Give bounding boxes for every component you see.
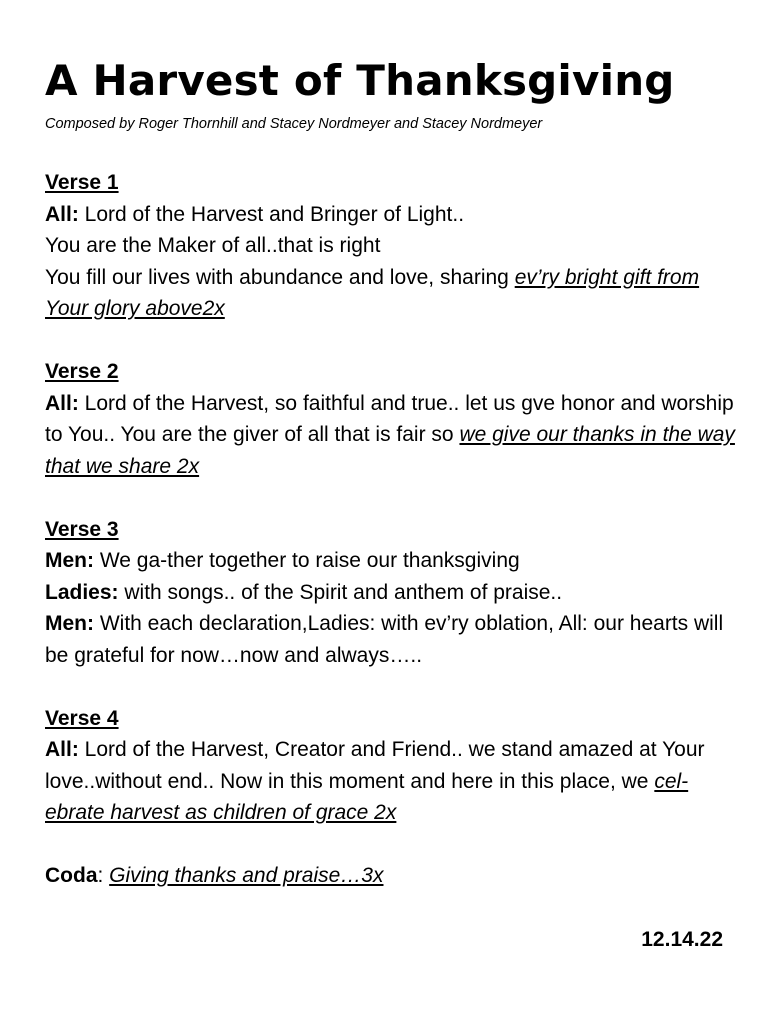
verse-4: [45, 703, 735, 829]
coda: [45, 860, 735, 892]
lyric-text: With each declaration,Ladies: with ev’ry oblation, All: our hearts will be grateful for now…now and always…..: [45, 612, 724, 667]
song-title: A Harvest of Thanksgiving: [45, 56, 675, 105]
coda-label: Coda: [45, 864, 98, 887]
verse-2-heading: Verse 2: [45, 360, 119, 383]
role-label: Men:: [45, 549, 94, 572]
verse-2-text: [45, 388, 735, 483]
composer-credit: Composed by Roger Thornhill and Stacey Nordmeyer and Stacey Nordmeyer: [45, 116, 543, 132]
role-label: Ladies:: [45, 580, 119, 604]
verse-1: [45, 167, 735, 325]
lyric-text: Lord of the Harvest, Creator and Friend.. we stand amazed at Your love..without end.. Now in this moment and here in this place, we: [45, 738, 705, 793]
lyric-text: Lord of the Harvest and Bringer of Light..: [78, 202, 465, 226]
role-label: All:: [45, 391, 79, 415]
role-label: Men:: [45, 612, 94, 635]
lyric-text: with songs.. of the Spirit and anthem of praise..: [118, 580, 563, 604]
verse-3-heading: Verse 3: [45, 517, 119, 541]
lyrics: [45, 167, 735, 923]
verse-4-text: [45, 734, 735, 829]
date-stamp: 12.14.22: [641, 928, 723, 951]
verse-3-ladies-line: [45, 577, 735, 609]
verse-1-line-3: [45, 262, 735, 325]
verse-1-heading: Verse 1: [45, 171, 119, 194]
verse-2: [45, 356, 735, 482]
verse-1-line-1: [45, 199, 735, 231]
repeat-text: cel-ebrate harvest as children of grace 2x: [45, 769, 689, 824]
role-label: All:: [45, 202, 79, 226]
coda-separator: :: [97, 864, 110, 887]
coda-text: Giving thanks and praise…3x: [109, 864, 384, 887]
role-label: All:: [45, 738, 79, 761]
lyric-text: We ga-ther together to raise our thanksgiving: [94, 549, 520, 572]
verse-1-line-2: You are the Maker of all..that is right: [45, 234, 381, 257]
repeat-text: we give our thanks in the way that we share 2x: [45, 423, 735, 478]
lyric-text: Lord of the Harvest, so faithful and true.. let us gve honor and worship to You.. You are the giver of all that is fair so: [45, 391, 734, 446]
verse-3-men-line-2: [45, 608, 735, 671]
verse-3: [45, 514, 735, 672]
verse-4-heading: Verse 4: [45, 706, 119, 730]
verse-3-men-line: [45, 545, 735, 577]
lyric-text: You fill our lives with abundance and love, sharing: [45, 265, 515, 289]
repeat-text: ev’ry bright gift from Your glory above2x: [45, 265, 700, 320]
